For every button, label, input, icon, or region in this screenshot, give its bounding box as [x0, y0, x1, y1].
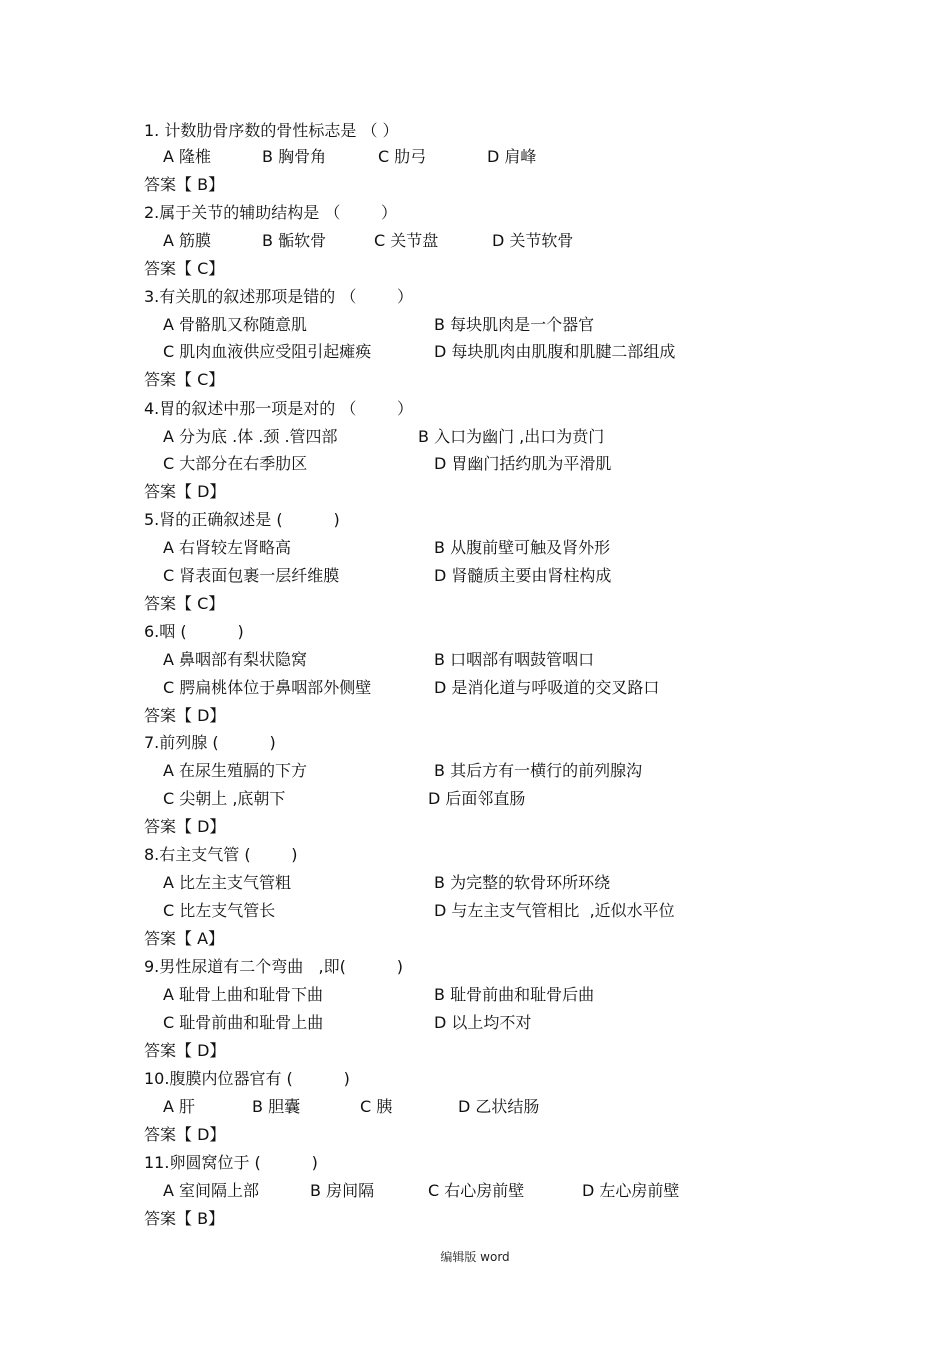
answer-option: C 肾表面包裹一层纤维膜 [163, 566, 340, 585]
answer-option: C 右心房前壁 [428, 1181, 525, 1200]
answer-option: A 肝 [163, 1097, 196, 1116]
answer-option: D 以上均不对 [434, 1013, 532, 1032]
question-stem: 6.咽 ( ) [144, 622, 244, 641]
question-stem: 9.男性尿道有二个弯曲 ,即( ) [144, 957, 403, 976]
answer-option: A 隆椎 [163, 147, 212, 166]
answer-option: B 胸骨角 [262, 147, 327, 166]
answer-key: 答案【 D】 [144, 482, 226, 501]
answer-option: B 每块肌肉是一个器官 [434, 315, 595, 334]
answer-option: A 筋膜 [163, 231, 212, 250]
answer-option: A 鼻咽部有梨状隐窝 [163, 650, 308, 669]
answer-option: A 在尿生殖膈的下方 [163, 761, 308, 780]
answer-option: B 从腹前壁可触及肾外形 [434, 538, 611, 557]
answer-option: C 腭扁桃体位于鼻咽部外侧壁 [163, 678, 372, 697]
answer-option: C 肋弓 [378, 147, 427, 166]
answer-option: A 比左主支气管粗 [163, 873, 292, 892]
answer-key: 答案【 A】 [144, 929, 225, 948]
answer-option: D 肾髓质主要由肾柱构成 [434, 566, 612, 585]
answer-option: B 骺软骨 [262, 231, 327, 250]
question-stem: 3.有关肌的叙述那项是错的 （ ） [144, 287, 414, 306]
answer-key: 答案【 B】 [144, 1209, 225, 1228]
answer-key: 答案【 C】 [144, 259, 225, 278]
answer-option: A 室间隔上部 [163, 1181, 260, 1200]
answer-option: C 耻骨前曲和耻骨上曲 [163, 1013, 324, 1032]
answer-key: 答案【 C】 [144, 370, 225, 389]
answer-option: B 耻骨前曲和耻骨后曲 [434, 985, 595, 1004]
answer-option: C 尖朝上 ,底朝下 [163, 789, 286, 808]
question-stem: 11.卵圆窝位于 ( ) [144, 1153, 318, 1172]
answer-option: D 是消化道与呼吸道的交叉路口 [434, 678, 660, 697]
answer-key: 答案【 B】 [144, 175, 225, 194]
answer-option: A 骨骼肌又称随意肌 [163, 315, 308, 334]
answer-key: 答案【 D】 [144, 706, 226, 725]
question-stem: 1. 计数肋骨序数的骨性标志是 （ ） [144, 121, 399, 140]
answer-key: 答案【 D】 [144, 1041, 226, 1060]
question-stem: 5.肾的正确叙述是 ( ) [144, 510, 340, 529]
answer-option: A 耻骨上曲和耻骨下曲 [163, 985, 324, 1004]
answer-option: D 后面邻直肠 [428, 789, 526, 808]
answer-option: C 比左支气管长 [163, 901, 276, 920]
answer-option: B 为完整的软骨环所环绕 [434, 873, 611, 892]
answer-option: D 与左主支气管相比 ,近似水平位 [434, 901, 675, 920]
answer-option: D 胃幽门括约肌为平滑肌 [434, 454, 612, 473]
question-stem: 7.前列腺 ( ) [144, 733, 276, 752]
page-footer: 编辑版 word [440, 1250, 510, 1264]
answer-key: 答案【 D】 [144, 1125, 226, 1144]
question-stem: 4.胃的叙述中那一项是对的 （ ） [144, 399, 414, 418]
answer-option: D 每块肌肉由肌腹和肌腱二部组成 [434, 342, 676, 361]
answer-option: D 左心房前壁 [582, 1181, 680, 1200]
answer-option: D 肩峰 [487, 147, 537, 166]
answer-option: C 肌肉血液供应受阻引起瘫痪 [163, 342, 372, 361]
answer-option: B 入口为幽门 ,出口为贲门 [418, 427, 605, 446]
question-stem: 2.属于关节的辅助结构是 （ ） [144, 203, 398, 222]
answer-option: B 口咽部有咽鼓管咽口 [434, 650, 595, 669]
answer-option: C 关节盘 [374, 231, 439, 250]
answer-option: D 关节软骨 [492, 231, 574, 250]
question-stem: 8.右主支气管 ( ) [144, 845, 298, 864]
answer-option: D 乙状结肠 [458, 1097, 540, 1116]
question-stem: 10.腹膜内位器官有 ( ) [144, 1069, 350, 1088]
answer-option: B 胆囊 [252, 1097, 301, 1116]
answer-option: B 其后方有一横行的前列腺沟 [434, 761, 643, 780]
answer-key: 答案【 C】 [144, 594, 225, 613]
answer-option: A 分为底 .体 .颈 .管四部 [163, 427, 338, 446]
answer-option: C 胰 [360, 1097, 393, 1116]
answer-option: A 右肾较左肾略高 [163, 538, 292, 557]
answer-option: C 大部分在右季肋区 [163, 454, 308, 473]
answer-option: B 房间隔 [310, 1181, 375, 1200]
answer-key: 答案【 D】 [144, 817, 226, 836]
